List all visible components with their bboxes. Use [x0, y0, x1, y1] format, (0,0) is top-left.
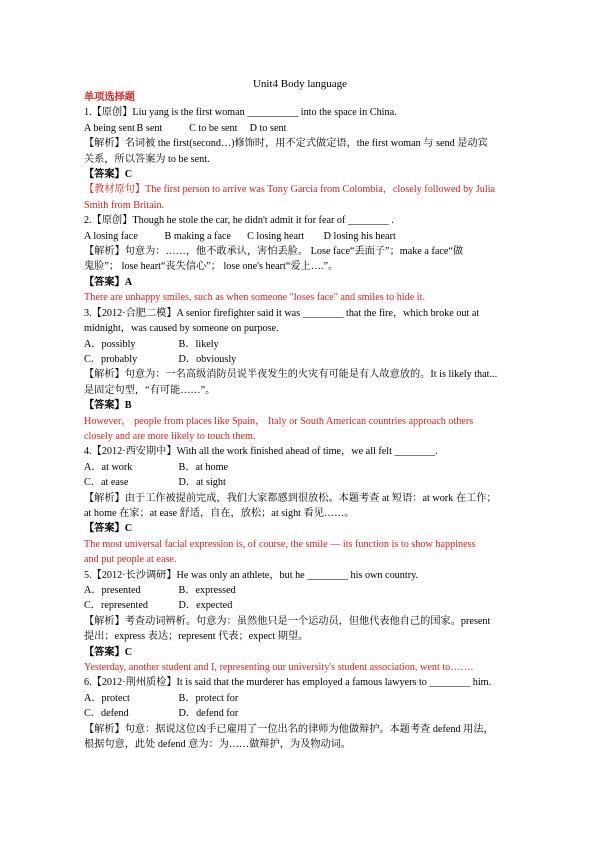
analysis-line: 提出；express 表达；represent 代表；expect 期望。 — [84, 631, 309, 643]
document-body — [84, 90, 534, 752]
question-stem: 3.【2012·合肥二模】A senior firefighter said it was ________ that the fire，which broke out at — [84, 307, 480, 319]
answer-label: 【答案】C — [84, 646, 133, 658]
analysis-line: 关系，所以答案为 to be sent. — [84, 153, 210, 165]
option-d: D．obviously — [178, 353, 237, 365]
question-options — [84, 706, 534, 721]
analysis-line: 【解析】句意为：一名高级消防员说半夜发生的火灾有可能是有人故意放的。It is likely that... — [84, 369, 498, 381]
question-1 — [84, 105, 534, 213]
analysis-line: 【解析】考查动词辨析。句意为：虽然他只是一个运动员，但他代表他自己的国家。present — [84, 615, 491, 627]
option-d: D losing his heart — [323, 230, 396, 242]
option-b: B．expressed — [178, 585, 236, 596]
answer-label: 【答案】C — [84, 169, 133, 181]
answer-label: 【答案】C — [84, 523, 133, 535]
option-b: B making a face — [164, 230, 232, 242]
question-stem: midnight，was caused by someone on purpose. — [84, 323, 279, 335]
question-stem: 6.【2012·荆州质检】It is said that the murderer has employed a famous lawyers to ________ him. — [84, 677, 492, 689]
question-options — [84, 229, 534, 244]
question-options — [84, 583, 534, 598]
question-options — [84, 598, 534, 613]
option-c: C to be sent — [189, 122, 238, 134]
option-a: A．protect — [84, 692, 130, 704]
option-b: B．at home — [178, 461, 229, 473]
analysis-line: at home 在家；at ease 舒适，自在，放松；at sight 看见……。 — [84, 507, 355, 519]
option-b: B sent — [136, 122, 163, 134]
source-sentence: and put people at ease. — [84, 554, 177, 566]
analysis-line: 是固定句型，“有可能……”。 — [84, 384, 216, 396]
source-sentence: However， people from places like Spain， Italy or South American countries approach others — [84, 415, 474, 427]
question-options — [84, 691, 534, 706]
analysis-line: 根据句意，此处 defend 意为：为……做辩护，为及物动词。 — [84, 739, 352, 751]
section-heading: 单项选择题 — [84, 92, 135, 103]
source-sentence: Smith from Britain. — [84, 199, 165, 211]
source-sentence: There are unhappy smiles, such as when someone "loses face" and smiles to hide it. — [84, 292, 426, 304]
document-title: Unit4 Body language — [252, 78, 348, 90]
analysis-line: 鬼脸”； lose heart“丧失信心”； lose one's heart“爱上….”。 — [84, 261, 339, 273]
option-a: A．possibly — [84, 338, 136, 350]
option-d: D．expected — [178, 600, 233, 612]
option-c: C losing heart — [247, 230, 305, 242]
option-c: C．at ease — [84, 477, 129, 489]
option-d: D．at sight — [178, 477, 226, 489]
option-b: B．likely — [178, 338, 219, 350]
question-stem: 4.【2012·西安期中】With all the work finished ahead of time，we all felt ________. — [84, 446, 438, 458]
option-d: D to sent — [249, 122, 287, 134]
option-a: A．presented — [84, 585, 141, 596]
question-options — [84, 460, 534, 475]
question-stem: 5.【2012·长沙调研】He was only an athlete，but he ________ his own country. — [84, 569, 419, 581]
question-4 — [84, 444, 534, 567]
option-c: C．defend — [84, 708, 129, 720]
answer-label: 【答案】A — [84, 276, 133, 288]
analysis-line: 【解析】句意：据说这位凶手已雇用了一位出名的律师为他做辩护。本题考查 defend 用法， — [84, 723, 494, 735]
source-sentence: Yesterday, another student and I, representing our university's student association, went to……. — [84, 662, 474, 674]
analysis-line: 【解析】由于工作被提前完成，我们大家都感到很放松。本题考查 at 短语：at work 在工作； — [84, 492, 497, 504]
analysis-line: 【解析】句意为：……，他不敢承认，害怕丢脸。 Lose face“丢面子”；make a face“做 — [84, 246, 464, 258]
option-d: D．defend for — [178, 708, 239, 720]
option-c: C．represented — [84, 600, 148, 612]
question-options — [84, 352, 534, 367]
option-b: B．protect for — [178, 692, 239, 704]
question-options — [84, 121, 534, 136]
option-a: A losing face — [84, 230, 138, 242]
source-sentence: 【教材原句】The first person to arrive was Tony Garcia from Colombia，closely followed by Julia — [84, 184, 496, 196]
question-options — [84, 475, 534, 490]
question-6 — [84, 675, 534, 752]
source-sentence: closely and are more likely to touch them. — [84, 430, 256, 442]
question-options — [84, 337, 534, 352]
analysis-line: 【解析】名词被 the first(second…)修饰时，用不定式做定语，the first woman 与 send 是动宾 — [84, 138, 488, 150]
question-5 — [84, 568, 534, 676]
question-stem: 1.【原创】Liu yang is the first woman __________ into the space in China. — [84, 107, 397, 119]
question-stem: 2.【原创】Though he stole the car, he didn't admit it for fear of ________ . — [84, 215, 394, 227]
question-3 — [84, 306, 534, 445]
source-sentence: The most universal facial expression is, of course, the smile — its function is to show happiness — [84, 538, 476, 550]
option-a: A being sent — [84, 122, 135, 134]
question-2 — [84, 213, 534, 305]
answer-label: 【答案】B — [84, 400, 132, 412]
option-c: C．probably — [84, 353, 138, 365]
option-a: A．at work — [84, 461, 133, 473]
